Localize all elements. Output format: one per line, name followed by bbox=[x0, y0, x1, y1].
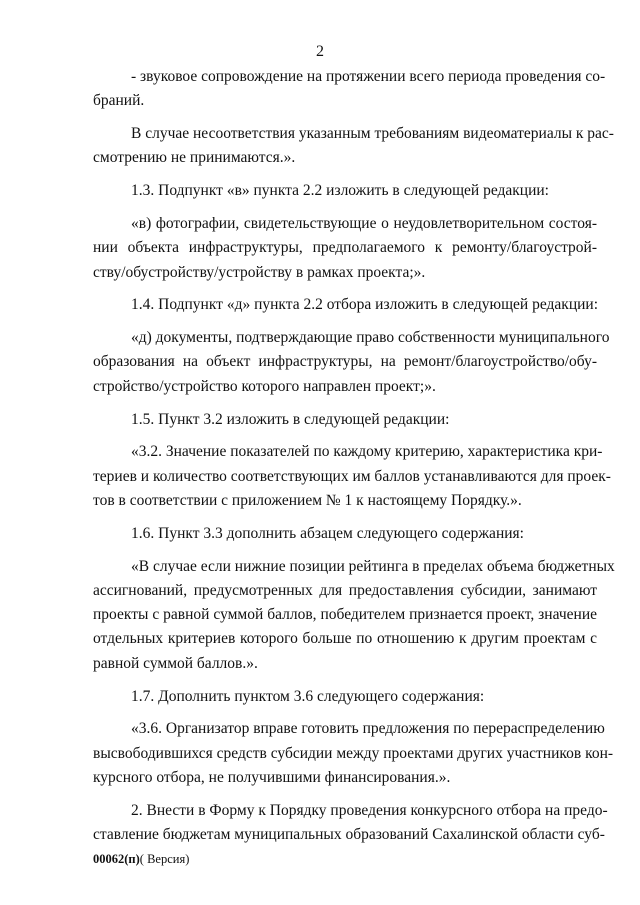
text-line: «3.2. Значение показателей по каждому критерию, характеристика кри- bbox=[131, 443, 603, 461]
text-line: «3.6. Организатор вправе готовить предложения по перераспределению bbox=[131, 720, 605, 738]
text-line: высвободившихся средств субсидии между проектами других участников кон- bbox=[93, 744, 614, 762]
paragraph-sound-requirement bbox=[93, 65, 606, 114]
text-line: образования на объект инфраструктуры, на ремонт/благоустройство/обу- bbox=[93, 353, 597, 371]
text-line: браний. bbox=[93, 92, 145, 110]
paragraph-noncompliance bbox=[93, 122, 614, 171]
text-line: ству/обустройству/устройству в рамках проекта;». bbox=[93, 263, 426, 281]
paragraph-item-1-4 bbox=[93, 293, 597, 317]
text-line: 2. Внести в Форму к Порядку проведения конкурсного отбора на предо- bbox=[131, 801, 608, 819]
text-line: 1.5. Пункт 3.2 изложить в следующей редакции: bbox=[131, 410, 450, 428]
paragraph-item-1-6 bbox=[93, 522, 597, 546]
paragraph-item-1-7 bbox=[93, 685, 597, 709]
text-line: стройство/устройство которого направлен проект;». bbox=[93, 377, 436, 395]
paragraph-subitem-d bbox=[93, 326, 610, 399]
paragraph-subitem-v bbox=[93, 212, 597, 285]
text-line: отдельных критериев которого больше по отношению к другим проектам с bbox=[93, 630, 597, 648]
text-line: 1.6. Пункт 3.3 дополнить абзацем следующего содержания: bbox=[131, 524, 524, 542]
paragraph-clause-3-6 bbox=[93, 717, 614, 790]
text-line: ассигнований, предусмотренных для предоставления субсидии, занимают bbox=[93, 581, 597, 599]
paragraph-item-2 bbox=[93, 799, 608, 848]
text-line: 1.4. Подпункт «д» пункта 2.2 отбора изложить в следующей редакции: bbox=[131, 296, 599, 314]
text-line: «в) фотографии, свидетельствующие о неудовлетворительном состоя- bbox=[131, 214, 597, 232]
text-line: 1.7. Дополнить пунктом 3.6 следующего содержания: bbox=[131, 687, 485, 705]
text-line: 1.3. Подпункт «в» пункта 2.2 изложить в следующей редакции: bbox=[131, 182, 549, 200]
text-line: В случае несоответствия указанным требованиям видеоматериалы к рас- bbox=[131, 125, 614, 143]
text-line: равной суммой баллов.». bbox=[93, 654, 258, 672]
text-line: смотрению не принимаются.». bbox=[93, 149, 296, 167]
text-line: - звуковое сопровождение на протяжении всего периода проведения со- bbox=[131, 68, 606, 85]
document-version: ( Версия) bbox=[139, 852, 190, 866]
paragraph-item-1-3 bbox=[93, 179, 597, 203]
text-line: «д) документы, подтверждающие право собственности муниципального bbox=[131, 329, 610, 347]
paragraph-item-1-5 bbox=[93, 408, 597, 432]
paragraph-ranking-clause bbox=[93, 555, 615, 676]
document-footer bbox=[93, 851, 189, 867]
text-line: териев и количество соответствующих им баллов устанавливаются для проек- bbox=[93, 467, 611, 485]
document-code: 00062(п) bbox=[93, 852, 140, 866]
text-line: нии объекта инфраструктуры, предполагаемого к ремонту/благоустрой- bbox=[93, 239, 597, 257]
document-body bbox=[93, 65, 615, 847]
text-line: «В случае если нижние позиции рейтинга в пределах объема бюджетных bbox=[131, 557, 615, 575]
paragraph-clause-3-2 bbox=[93, 440, 611, 513]
text-line: проекты с равной суммой баллов, победителем признается проект, значение bbox=[93, 606, 597, 624]
page-number: 2 bbox=[316, 43, 324, 60]
text-line: курсного отбора, не получившими финансирования.». bbox=[93, 768, 451, 786]
text-line: ставление бюджетам муниципальных образований Сахалинской области суб- bbox=[93, 826, 605, 844]
text-line: тов в соответствии с приложением № 1 к настоящему Порядку.». bbox=[93, 491, 522, 509]
